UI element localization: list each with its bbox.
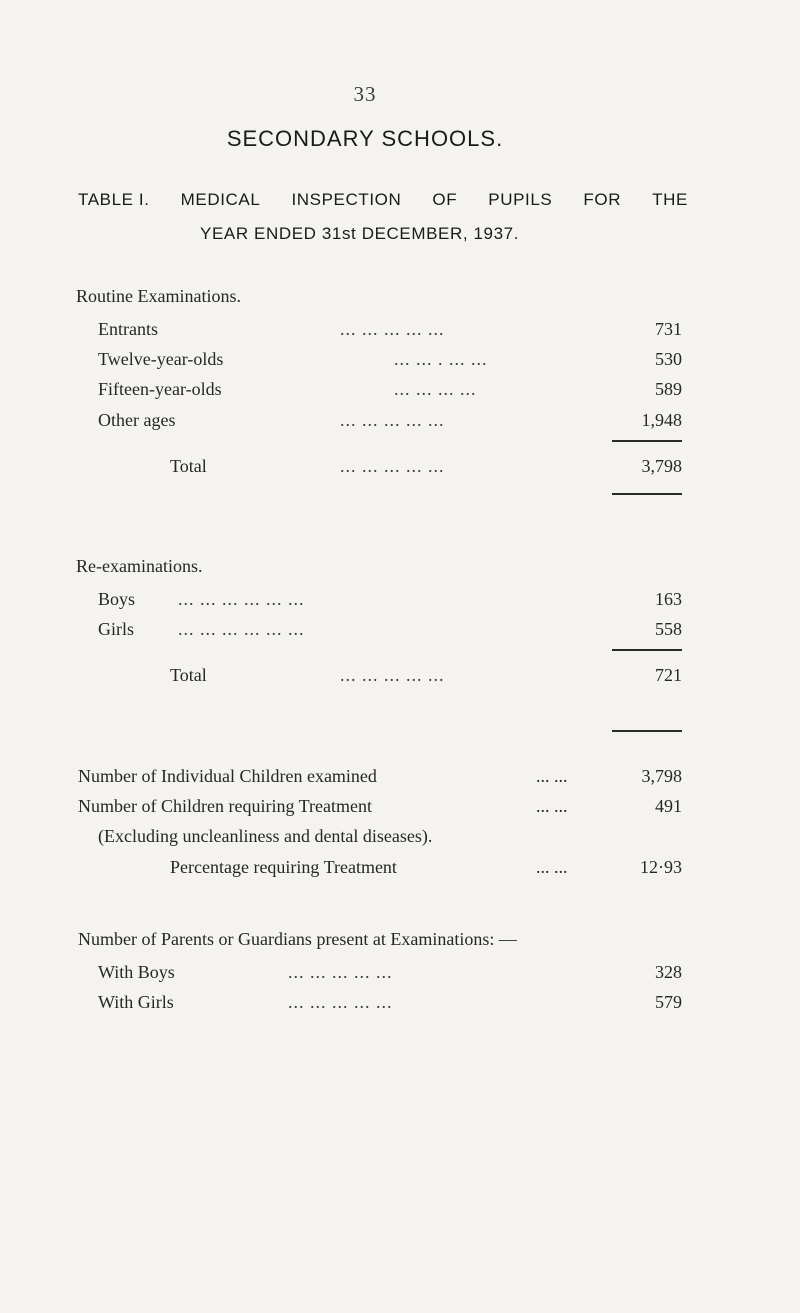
leader-dots: ... ... ... ... ...: [288, 992, 393, 1012]
percentage-value: 12·93: [640, 857, 682, 877]
leader-dots: ... ... ... ... ...: [340, 456, 445, 476]
heading-word: THE: [652, 190, 688, 209]
total-label: Total: [170, 456, 207, 476]
total-rule: [612, 730, 682, 732]
heading-word: OF: [432, 190, 458, 209]
excluding-note: (Excluding uncleanliness and dental diseases).: [98, 826, 433, 846]
parents-label: Number of Parents or Guardians present at Examinations: —: [78, 929, 517, 949]
row-label: Fifteen-year-olds: [98, 379, 222, 399]
row-value: 589: [655, 379, 682, 399]
row-value: 530: [655, 349, 682, 369]
heading-word: FOR: [583, 190, 622, 209]
table-row: [0, 410, 800, 434]
total-rule: [612, 493, 682, 495]
leader-dots: ... ...: [536, 796, 568, 816]
leader-dots: ... ... ... ... ... ...: [178, 589, 305, 609]
table-heading-line-1: [78, 190, 688, 210]
row-label: Entrants: [98, 319, 158, 339]
row-value: 558: [655, 619, 682, 639]
row-value: 1,948: [641, 410, 682, 430]
re-examinations-label: Re-examinations.: [76, 556, 203, 576]
total-label: Total: [170, 665, 207, 685]
row-value: 328: [655, 962, 682, 982]
individual-children-label: Number of Individual Children examined: [78, 766, 377, 786]
page-title: SECONDARY SCHOOLS.: [226, 126, 504, 151]
leader-dots: ... ... ... ...: [394, 379, 477, 399]
leader-dots: ... ... ... ... ...: [340, 665, 445, 685]
row-label: Other ages: [98, 410, 176, 430]
row-value: 731: [655, 319, 682, 339]
leader-dots: ... ... ... ... ...: [288, 962, 393, 982]
total-value: 3,798: [641, 456, 682, 476]
table-row: [0, 962, 800, 986]
requiring-treatment-label: Number of Children requiring Treatment: [78, 796, 372, 816]
total-row: [0, 665, 800, 689]
table-row: [0, 319, 800, 343]
routine-examinations-label: Routine Examinations.: [76, 286, 241, 306]
leader-dots: ... ... ... ... ...: [340, 319, 445, 339]
leader-dots: ... ... ... ... ... ...: [178, 619, 305, 639]
sum-rule: [612, 440, 682, 442]
heading-word: INSPECTION: [291, 190, 402, 209]
heading-word: PUPILS: [488, 190, 553, 209]
table-row: [0, 619, 800, 643]
row-value: 579: [655, 992, 682, 1012]
row-value: 163: [655, 589, 682, 609]
leader-dots: ... ... ... ... ...: [340, 410, 445, 430]
individual-children-value: 3,798: [641, 766, 682, 786]
row-label: Twelve-year-olds: [98, 349, 224, 369]
table-row: [0, 589, 800, 613]
heading-word: MEDICAL: [180, 190, 261, 209]
table-row: [0, 349, 800, 373]
row-label: Boys: [98, 589, 136, 609]
page-number: 33: [353, 82, 377, 106]
table-row: [0, 992, 800, 1016]
percentage-label: Percentage requiring Treatment: [170, 857, 397, 877]
table-row: [0, 379, 800, 403]
total-row: [0, 456, 800, 480]
heading-word: TABLE I.: [78, 190, 150, 209]
row-label: With Boys: [98, 962, 175, 982]
leader-dots: ... ...: [536, 766, 568, 786]
total-value: 721: [655, 665, 682, 685]
leader-dots: ... ...: [536, 857, 568, 877]
row-label: Girls: [98, 619, 134, 639]
sum-rule: [612, 649, 682, 651]
leader-dots: ... ... . ... ...: [394, 349, 488, 369]
table-heading-line-2: YEAR ENDED 31st DECEMBER, 1937.: [200, 224, 520, 243]
row-label: With Girls: [98, 992, 174, 1012]
requiring-treatment-value: 491: [655, 796, 682, 816]
